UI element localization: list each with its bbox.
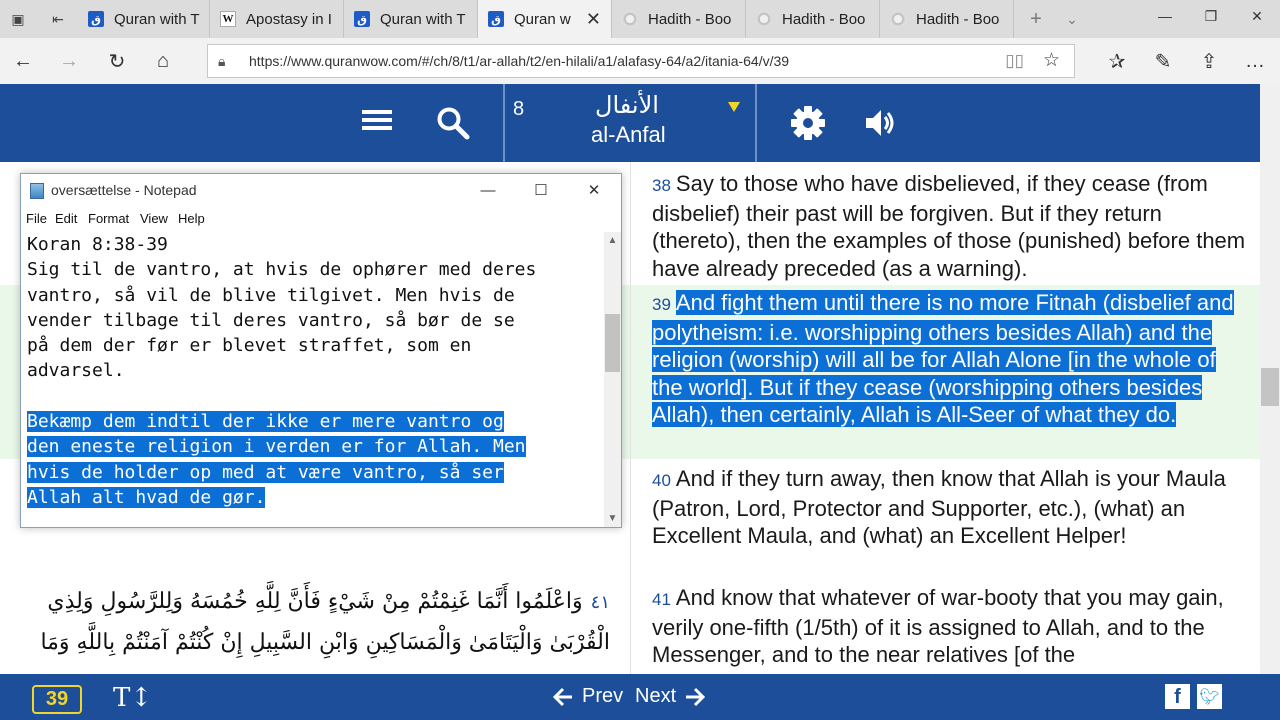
tab-title: Apostasy in I xyxy=(246,10,332,28)
verse-text: And if they turn away, then know that Allah is your Maula (Patron, Lord, Protector and Supporter, etc.), (what) an Excellent Maula, and (what) an Excellent Helper! xyxy=(652,466,1226,548)
arabic-verse-41[interactable] xyxy=(30,582,610,663)
text-size-icon[interactable]: T↕ xyxy=(113,683,153,713)
forward-arrow-icon[interactable]: → xyxy=(59,49,79,72)
hadith-favicon-icon xyxy=(756,11,772,27)
url-text[interactable]: https://www.quranwow.com/#/ch/8/t1/ar-allah/t2/en-hilali/a1/alafasy-64/a2/itania-64/v/39 xyxy=(249,53,790,69)
menu-help[interactable]: Help xyxy=(178,211,205,226)
address-bar[interactable] xyxy=(207,44,1075,78)
tab-list-chevron-icon[interactable]: ⌄ xyxy=(1066,10,1078,27)
notepad-app-icon xyxy=(30,183,44,199)
page-scrollbar[interactable] xyxy=(1260,84,1280,674)
surah-name-english[interactable]: al-Anfal xyxy=(591,122,666,147)
minimize-icon[interactable]: — xyxy=(480,181,496,199)
browser-tab[interactable] xyxy=(344,0,478,38)
browser-tab-strip xyxy=(0,0,1280,38)
facebook-icon[interactable]: f xyxy=(1165,684,1190,709)
verse-text-selected: And fight them until there is no more Fitnah (disbelief and polytheism: i.e. worshipping others besides Allah) and the religion (worship) will all be for Allah Alone [in the whole of the world]. But if they cease (worshipping others besides Allah), then certainly, Allah is All-Seer of what they do. xyxy=(652,290,1234,427)
notepad-titlebar[interactable] xyxy=(21,174,621,206)
arrow-left-icon xyxy=(552,687,574,707)
close-icon[interactable]: ✕ xyxy=(587,182,601,199)
arabic-line: الْقُرْبَىٰ وَالْيَتَامَىٰ وَالْمَسَاكِينِ وَابْنِ السَّبِيلِ إِنْ كُنْتُمْ آمَنْتُمْ بِاللَّهِ وَمَا xyxy=(40,630,610,655)
hadith-favicon-icon xyxy=(890,11,906,27)
settings-gear-icon[interactable] xyxy=(790,105,826,141)
arabic-verse-number: ٤١ xyxy=(590,592,610,613)
next-label: Next xyxy=(635,685,677,707)
menu-format[interactable]: Format xyxy=(88,211,130,226)
notepad-scrollbar[interactable] xyxy=(604,232,621,527)
tab-title: Quran w xyxy=(514,10,571,28)
restore-icon[interactable]: ❐ xyxy=(1204,7,1218,24)
prev-button[interactable] xyxy=(552,685,623,708)
favorites-hub-icon[interactable]: ✰ xyxy=(1108,50,1126,73)
menu-file[interactable]: File xyxy=(26,211,47,226)
browser-tab[interactable] xyxy=(210,0,344,38)
verse-number: 39 xyxy=(652,295,671,314)
web-note-pen-icon[interactable]: ✎ xyxy=(1154,50,1172,73)
quran-favicon-icon: ق xyxy=(88,11,104,27)
favorite-star-icon[interactable]: ☆ xyxy=(1042,50,1060,71)
home-icon[interactable]: ⌂ xyxy=(156,49,170,72)
verse-number: 40 xyxy=(652,471,671,490)
tab-title: Hadith - Boo xyxy=(782,10,866,28)
tab-title: Quran with T xyxy=(114,10,200,28)
new-tab-icon[interactable]: + xyxy=(1030,7,1042,30)
verse-text: And know that whatever of war-booty that you may gain, verily one-fifth (1/5th) of it is assigned to Allah, and to the Messenger, and to the near relatives [of the xyxy=(652,585,1224,667)
notepad-menubar xyxy=(21,206,621,230)
wikipedia-favicon-icon: W xyxy=(220,11,236,27)
verse-40[interactable] xyxy=(652,465,1252,550)
header-divider xyxy=(755,84,757,162)
header-divider xyxy=(503,84,505,162)
browser-toolbar xyxy=(0,38,1280,84)
surah-name-arabic[interactable]: الأنفال xyxy=(595,91,659,119)
verse-number: 41 xyxy=(652,590,671,609)
browser-tab-active[interactable] xyxy=(478,0,612,38)
set-aside-tabs-icon[interactable]: ⇤ xyxy=(52,10,64,27)
tab-preview-icon[interactable]: ▣ xyxy=(11,10,25,27)
maximize-icon[interactable]: ☐ xyxy=(534,182,548,199)
verse-39[interactable] xyxy=(652,289,1252,429)
tab-title: Hadith - Boo xyxy=(648,10,732,28)
back-arrow-icon[interactable]: ← xyxy=(13,49,33,72)
hadith-favicon-icon xyxy=(622,11,638,27)
verse-text: Say to those who have disbelieved, if they cease (from disbelief) their past will be forgiven. But if they return (thereto), then the examples of those (punished) before them have already preceded (as a warning). xyxy=(652,171,1246,281)
quran-favicon-icon: ق xyxy=(354,11,370,27)
close-window-icon[interactable]: ✕ xyxy=(1251,7,1263,24)
reading-view-icon[interactable]: ▯▯ xyxy=(1005,51,1024,70)
verse-number: 38 xyxy=(652,176,671,195)
notepad-title: oversættelse - Notepad xyxy=(51,182,197,198)
notepad-window[interactable] xyxy=(20,173,622,528)
share-icon[interactable]: ⇪ xyxy=(1200,50,1218,73)
more-menu-icon[interactable]: … xyxy=(1245,49,1265,72)
app-header xyxy=(0,84,1260,162)
scrollbar-thumb[interactable] xyxy=(605,314,620,372)
audio-speaker-icon[interactable] xyxy=(865,108,897,138)
twitter-icon[interactable]: 🐦︎ xyxy=(1197,684,1222,709)
current-verse-badge[interactable]: 39 xyxy=(32,685,82,714)
browser-tab[interactable] xyxy=(78,0,210,38)
tab-title: Quran with T xyxy=(380,10,466,28)
scrollbar-thumb[interactable] xyxy=(1261,368,1279,406)
app-footer xyxy=(0,674,1280,720)
close-tab-icon[interactable]: ✕ xyxy=(585,9,601,29)
browser-tab[interactable] xyxy=(746,0,880,38)
scroll-down-icon[interactable]: ▼ xyxy=(607,513,618,524)
scroll-up-icon[interactable]: ▲ xyxy=(607,235,618,246)
browser-tab[interactable] xyxy=(880,0,1014,38)
column-divider xyxy=(630,162,631,674)
verse-41[interactable] xyxy=(652,584,1252,669)
search-icon[interactable] xyxy=(436,106,470,140)
arabic-line: ٤١وَاعْلَمُوا أَنَّمَا غَنِمْتُمْ مِنْ شَيْءٍ فَأَنَّ لِلَّهِ خُمُسَهُ وَلِلرَّسُولِ وَلِذِي xyxy=(47,589,610,614)
verse-38[interactable] xyxy=(652,170,1252,282)
lock-icon: 🔒︎ xyxy=(218,53,226,69)
arrow-right-icon xyxy=(684,687,706,707)
notepad-text-area[interactable] xyxy=(27,232,605,510)
minimize-icon[interactable]: — xyxy=(1158,8,1172,24)
tab-title: Hadith - Boo xyxy=(916,10,1000,28)
next-button[interactable] xyxy=(635,685,706,708)
refresh-icon[interactable]: ↻ xyxy=(108,50,126,73)
menu-hamburger-icon[interactable] xyxy=(362,110,392,134)
browser-tab[interactable] xyxy=(612,0,746,38)
menu-view[interactable]: View xyxy=(140,211,168,226)
surah-number[interactable]: 8 xyxy=(513,98,525,120)
menu-edit[interactable]: Edit xyxy=(55,211,78,226)
notepad-text: Koran 8:38-39 Sig til de vantro, at hvis de ophører med deres vantro, så vil de blive tilgivet. Men hvis de vender tilbage til deres vantro, så bør de se på dem der før er blevet straffet, som en advarsel. xyxy=(27,234,537,382)
surah-dropdown-arrow-icon[interactable] xyxy=(728,102,740,112)
notepad-selected-text: Bekæmp dem indtil der ikke er mere vantro og den eneste religion i verden er for Allah. Men hvis de holder op med at være vantro, så ser Allah alt hvad de gør. xyxy=(27,411,526,508)
quran-favicon-icon: ق xyxy=(488,11,504,27)
prev-label: Prev xyxy=(582,685,624,707)
